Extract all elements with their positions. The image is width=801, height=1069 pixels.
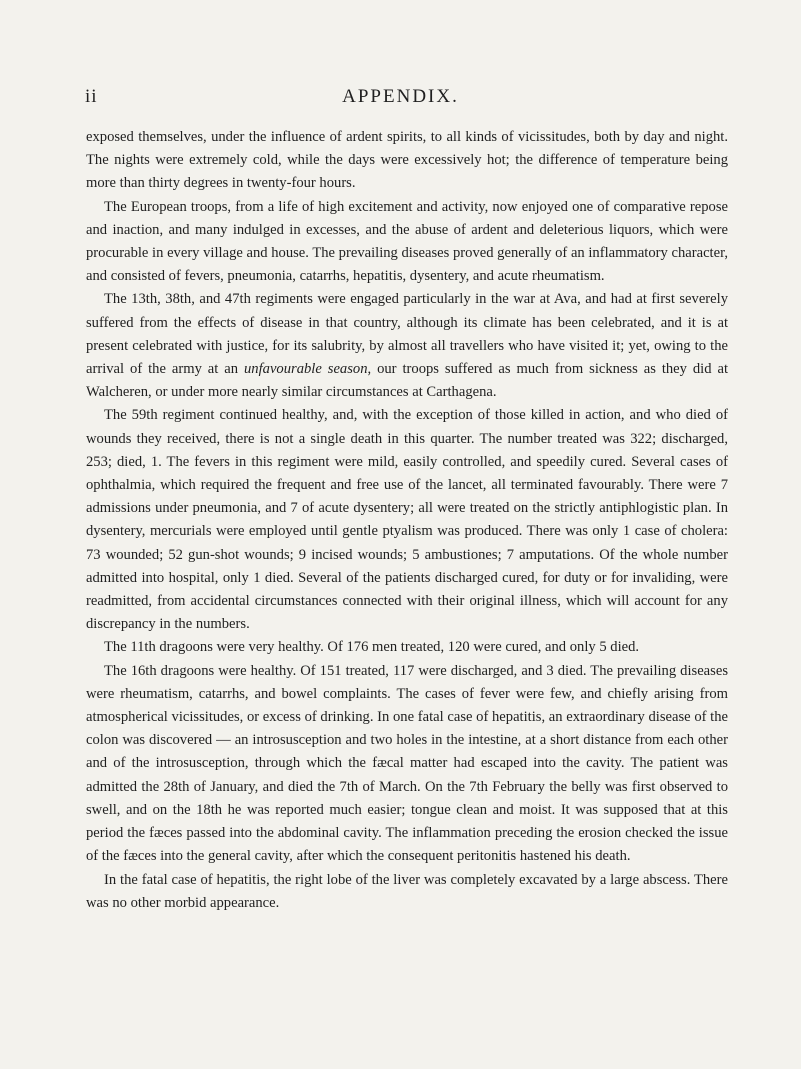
page-header-title: APPENDIX. bbox=[342, 86, 459, 107]
body-text bbox=[86, 126, 728, 915]
paragraph-4: The 59th regiment continued healthy, and, with the exception of those killed in action, and who died of wounds they received, there is not a single death in this quarter. The number treated was 322; discharged, 253; died, 1. The fevers in this regiment were mild, easily controlled, and speedily cured. Several cases of ophthalmia, which required the frequent and free use of the lancet, all terminated favourably. There were 7 admissions under pneumonia, and 7 of acute dysentery; all were treated on the strictly antiphlogistic plan. In dysentery, mercurials were employed until gentle ptyalism was produced. There was only 1 case of cholera: 73 wounded; 52 gun-shot wounds; 9 incised wounds; 5 ambustiones; 7 amputations. Of the whole number admitted into hospital, only 1 died. Several of the patients discharged cured, for duty or for invaliding, were readmitted, from accidental circumstances connected with their original illness, which will account for any discrepancy in the numbers. bbox=[86, 407, 728, 633]
paragraph-3 bbox=[86, 288, 728, 404]
emphasis-unfavourable-season: unfavourable season bbox=[244, 361, 368, 378]
paragraph-5: The 11th dragoons were very healthy. Of 176 men treated, 120 were cured, and only 5 died. bbox=[104, 639, 640, 656]
paragraph-3-text-b: , our troops suffered as much from sickness as they did at Walcheren, or under more nearly similar circumstances at Carthagena. bbox=[86, 361, 729, 401]
page-number: ii bbox=[85, 86, 98, 107]
paragraph-3-text-a: The 13th, 38th, and 47th regiments were engaged particularly in the war at Ava, and had at first severely suffered from the effects of disease in that country, although its climate has been celebrated, and it is at present celebrated with justice, for its salubrity, by almost all travellers who have visited it; yet, owing to the arrival of the army at an bbox=[86, 291, 728, 378]
paragraph-6: The 16th dragoons were healthy. Of 151 treated, 117 were discharged, and 3 died. The prevailing diseases were rheumatism, catarrhs, and bowel complaints. The cases of fever were few, and chiefly arising from atmospherical vicissitudes, or excess of drinking. In one fatal case of hepatitis, an extraordinary disease of the colon was discovered — an introsusception and two holes in the intestine, at a short distance from each other and of the introsusception, through which the fæcal matter had escaped into the cavity. The patient was admitted the 28th of January, and died the 7th of March. On the 7th February the belly was first observed to swell, and on the 18th he was reported much easier; tongue clean and moist. It was supposed that at this period the fæces passed into the abdominal cavity. The inflammation preceding the erosion checked the issue of the fæces into the general cavity, after which the consequent peritonitis hastened his death. bbox=[86, 662, 728, 865]
paragraph-1: exposed themselves, under the influence of ardent spirits, to all kinds of vicissitudes, both by day and night. The nights were extremely cold, while the days were excessively hot; the difference of temperature being more than thirty degrees in twenty-four hours. bbox=[86, 129, 728, 192]
paragraph-7: In the fatal case of hepatitis, the right lobe of the liver was completely excavated by a large abscess. There was no other morbid appearance. bbox=[86, 871, 728, 911]
paragraph-2: The European troops, from a life of high excitement and activity, now enjoyed one of comparative repose and inaction, and many indulged in excesses, and the abuse of ardent and deleterious liquors, which were procurable in every village and house. The prevailing diseases proved generally of an inflammatory character, and consisted of fevers, pneumonia, catarrhs, hepatitis, dysentery, and acute rheumatism. bbox=[86, 198, 728, 285]
running-head bbox=[0, 86, 801, 114]
